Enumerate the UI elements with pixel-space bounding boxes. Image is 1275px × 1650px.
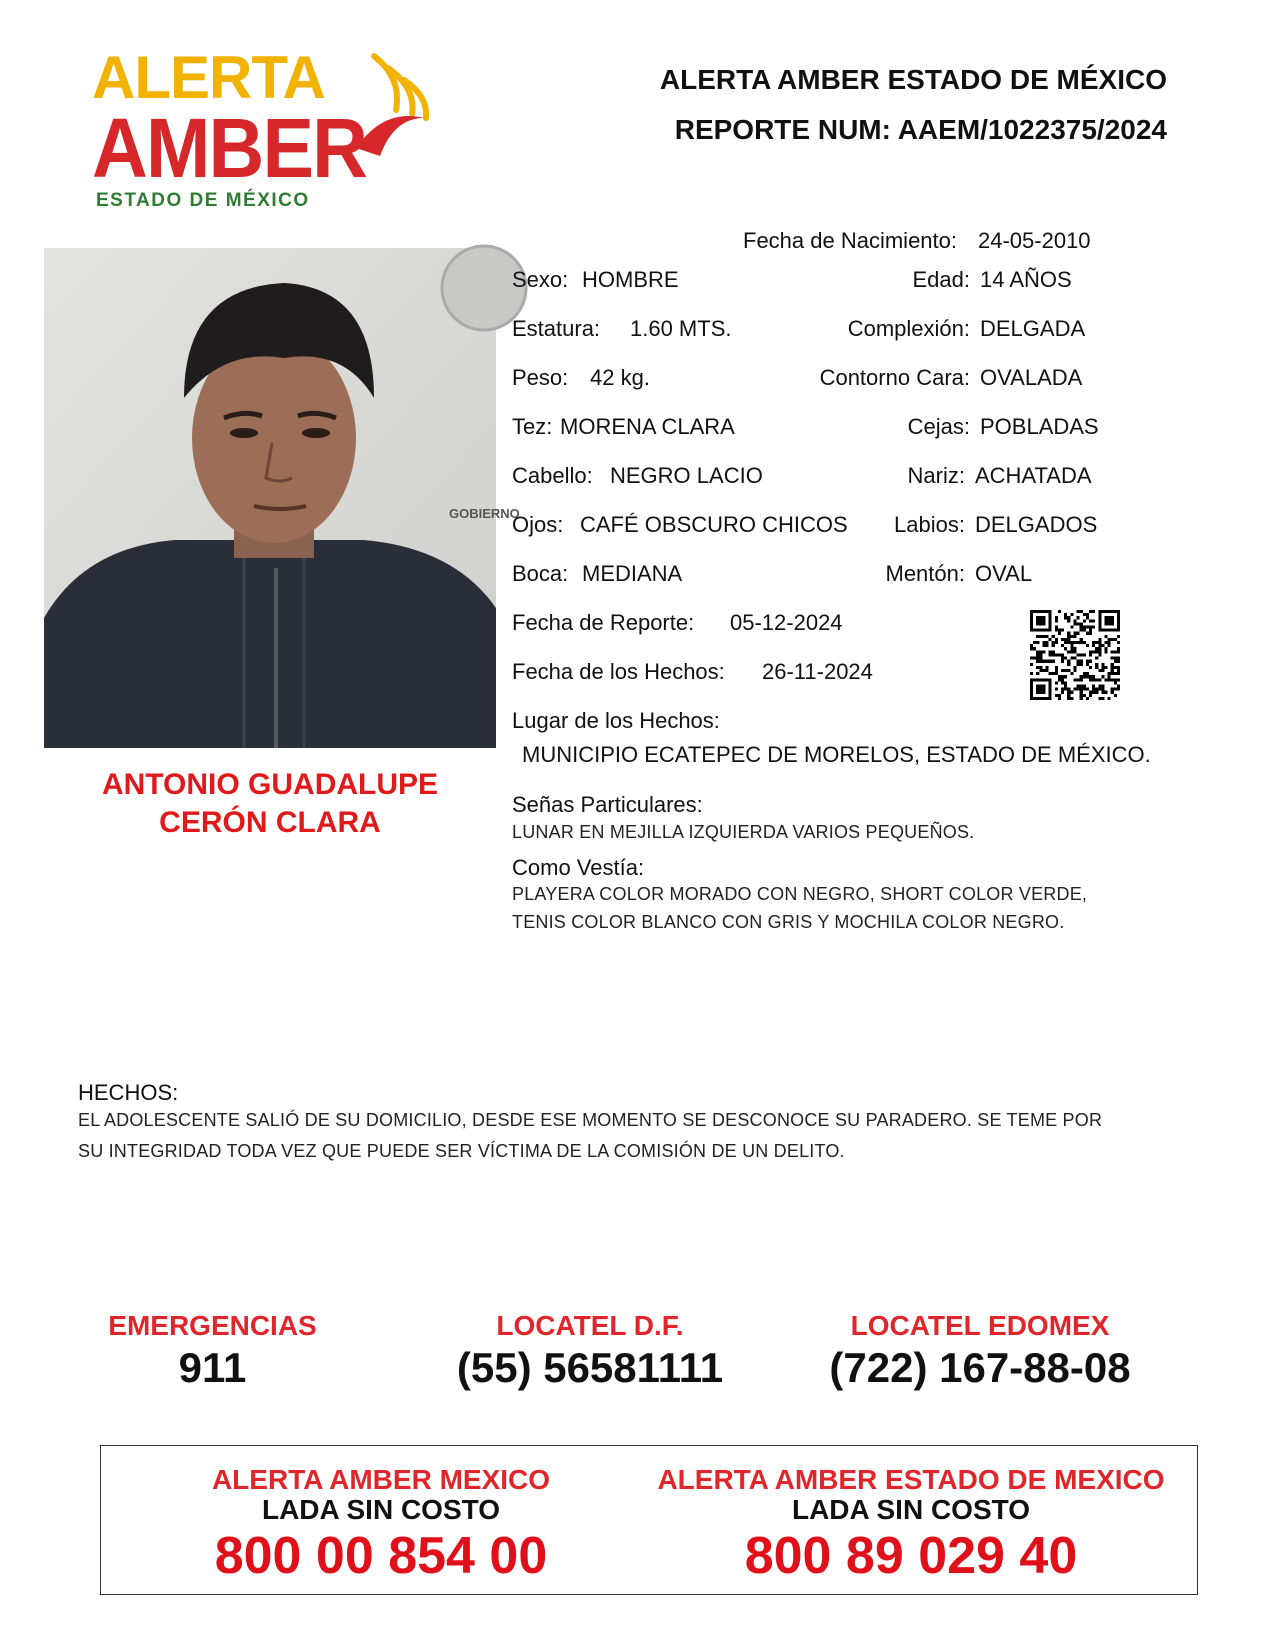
contact-locatel-df-label: LOCATEL D.F.: [496, 1310, 684, 1341]
logo-alerta-text: ALERTA: [92, 44, 325, 111]
hechos-label: HECHOS:: [78, 1080, 179, 1105]
peso-value: 42 kg.: [590, 365, 650, 390]
tollfree-edomex-subtitle: LADA SIN COSTO: [791, 1494, 1030, 1525]
nacimiento-label: Fecha de Nacimiento:: [743, 228, 957, 253]
toll-free-box: [100, 1445, 1198, 1595]
menton-label: Mentón:: [885, 561, 965, 586]
labios-label: Labios:: [894, 512, 965, 537]
alerta-amber-logo: [92, 44, 422, 216]
nariz-label: Nariz:: [907, 463, 965, 488]
tez-value: MORENA CLARA: [560, 414, 735, 439]
hechos-line1: EL ADOLESCENTE SALIÓ DE SU DOMICILIO, DESDE ESE MOMENTO SE DESCONOCE SU PARADERO. SE TEME POR: [78, 1110, 1103, 1130]
missing-person-photo: [44, 248, 520, 748]
senas-value: LUNAR EN MEJILLA IZQUIERDA VARIOS PEQUEÑOS.: [512, 822, 975, 842]
tollfree-edomex-title: ALERTA AMBER ESTADO DE MEXICO: [657, 1464, 1165, 1495]
logo-amber-text: AMBER: [92, 101, 367, 195]
fecha-reporte-label: Fecha de Reporte:: [512, 610, 695, 635]
senas-label: Señas Particulares:: [512, 792, 703, 817]
photo-badge-text: GOBIERNO: [449, 506, 520, 521]
vestia-label: Como Vestía:: [512, 855, 645, 880]
fecha-hechos-label: Fecha de los Hechos:: [512, 659, 725, 684]
tollfree-mexico-title: ALERTA AMBER MEXICO: [211, 1464, 551, 1495]
contorno-value: OVALADA: [980, 365, 1083, 390]
logo-swoosh-icon: [354, 48, 444, 158]
cejas-label: Cejas:: [907, 414, 970, 439]
contact-emergencias-label: EMERGENCIAS: [108, 1310, 317, 1341]
tollfree-edomex-number[interactable]: 800 89 029 40: [744, 1527, 1078, 1585]
estatura-label: Estatura:: [512, 316, 601, 341]
person-name-line2: CERÓN CLARA: [159, 806, 381, 839]
logo-estado-text: ESTADO DE MÉXICO: [96, 190, 310, 211]
sexo-label: Sexo:: [512, 267, 569, 292]
contact-locatel-edomex-label: LOCATEL EDOMEX: [850, 1310, 1110, 1341]
nacimiento-value: 24-05-2010: [978, 228, 1091, 253]
vestia-line2: TENIS COLOR BLANCO CON GRIS Y MOCHILA COLOR NEGRO.: [512, 912, 1065, 932]
boca-value: MEDIANA: [582, 561, 683, 586]
tez-label: Tez:: [512, 414, 553, 439]
labios-value: DELGADOS: [975, 512, 1098, 537]
contorno-label: Contorno Cara:: [819, 365, 970, 390]
fecha-hechos-value: 26-11-2024: [762, 659, 873, 684]
menton-value: OVAL: [975, 561, 1033, 586]
vestia-line1: PLAYERA COLOR MORADO CON NEGRO, SHORT COLOR VERDE,: [512, 884, 1088, 904]
estatura-value: 1.60 MTS.: [630, 316, 732, 341]
qr-code-icon[interactable]: [1030, 610, 1120, 700]
ojos-value: CAFÉ OBSCURO CHICOS: [580, 512, 848, 537]
boca-label: Boca:: [512, 561, 569, 586]
cabello-value: NEGRO LACIO: [610, 463, 763, 488]
header-title: ALERTA AMBER ESTADO DE MÉXICO: [659, 64, 1167, 95]
sexo-value: HOMBRE: [582, 267, 679, 292]
cejas-value: POBLADAS: [980, 414, 1099, 439]
edad-value: 14 AÑOS: [980, 267, 1072, 292]
ojos-label: Ojos:: [512, 512, 564, 537]
nariz-value: ACHATADA: [975, 463, 1092, 488]
hechos-line2: SU INTEGRIDAD TODA VEZ QUE PUEDE SER VÍCTIMA DE LA COMISIÓN DE UN DELITO.: [78, 1141, 845, 1161]
person-name-line1: ANTONIO GUADALUPE: [101, 768, 439, 801]
cabello-label: Cabello:: [512, 463, 593, 488]
complexion-label: Complexión:: [847, 316, 970, 341]
lugar-label: Lugar de los Hechos:: [512, 708, 720, 733]
fecha-reporte-value: 05-12-2024: [730, 610, 843, 635]
contact-emergencias-number[interactable]: 911: [178, 1344, 247, 1391]
tollfree-mexico-number[interactable]: 800 00 854 00: [214, 1527, 548, 1585]
edad-label: Edad:: [912, 267, 970, 292]
peso-label: Peso:: [512, 365, 569, 390]
contact-locatel-df-number[interactable]: (55) 56581111: [456, 1344, 724, 1391]
tollfree-mexico-subtitle: LADA SIN COSTO: [261, 1494, 500, 1525]
report-number: REPORTE NUM: AAEM/1022375/2024: [674, 114, 1167, 145]
contact-locatel-edomex-number[interactable]: (722) 167-88-08: [829, 1344, 1131, 1391]
lugar-value: MUNICIPIO ECATEPEC DE MORELOS, ESTADO DE MÉXICO.: [522, 742, 1151, 767]
person-silhouette-icon: [44, 248, 496, 748]
complexion-value: DELGADA: [980, 316, 1086, 341]
